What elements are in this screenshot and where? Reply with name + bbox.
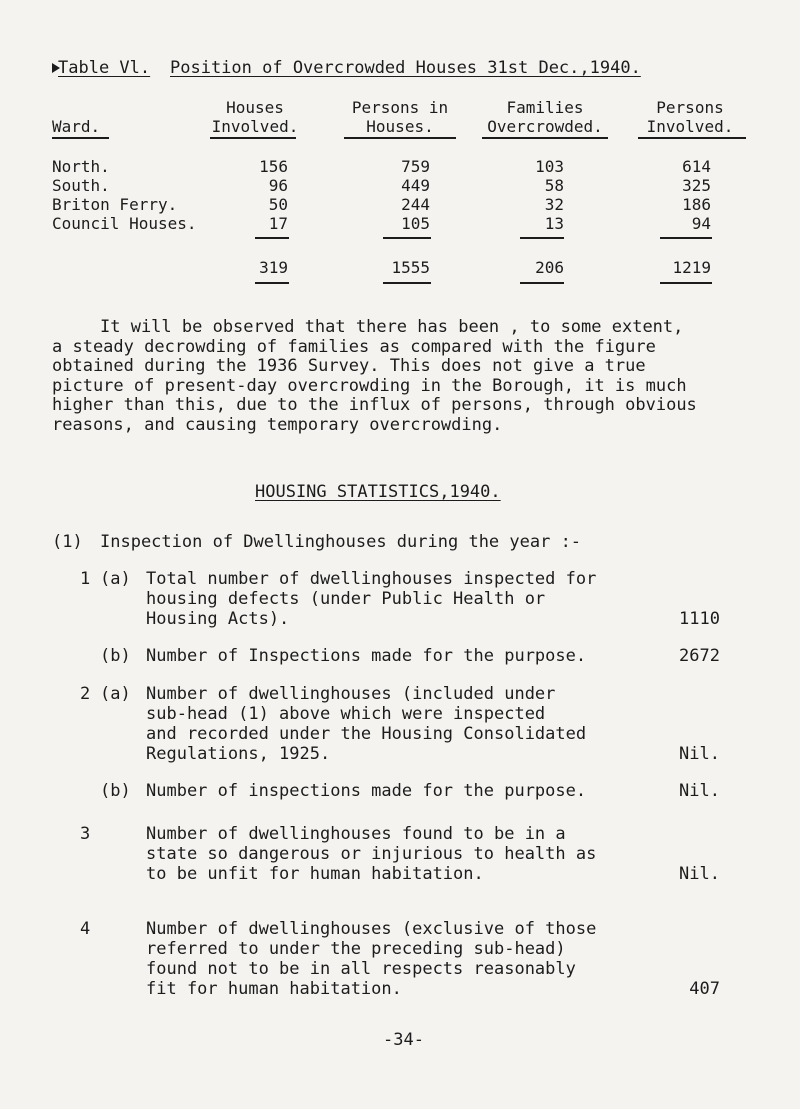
cell-families: 13 bbox=[544, 214, 564, 233]
total-rule bbox=[255, 237, 289, 239]
item-number: 1 bbox=[80, 569, 91, 589]
total-persons-involved: 1219 bbox=[672, 258, 711, 277]
cell-persons-involved: 186 bbox=[682, 195, 711, 214]
item-text-line: Regulations, 1925. bbox=[146, 744, 331, 764]
item-text-line: found not to be in all respects reasonably bbox=[146, 959, 576, 979]
item-text-line: and recorded under the Housing Consolidated bbox=[146, 724, 587, 744]
cell-houses: 96 bbox=[268, 176, 288, 195]
item-text-line: Number of dwellinghouses found to be in a bbox=[146, 824, 566, 844]
item-value: 2672 bbox=[679, 646, 720, 666]
item-sub: (b) bbox=[100, 646, 131, 666]
item-value: Nil. bbox=[679, 744, 720, 764]
item-text-line: Housing Acts). bbox=[146, 609, 290, 629]
row-ward: Briton Ferry. bbox=[52, 195, 178, 214]
item-text-line: Number of inspections made for the purpose. bbox=[146, 781, 587, 801]
total-rule bbox=[383, 237, 431, 239]
table-title: Position of Overcrowded Houses 31st Dec.,1940. bbox=[170, 58, 641, 78]
item-value: 1110 bbox=[679, 609, 720, 629]
cell-houses: 17 bbox=[268, 214, 288, 233]
cell-persons-in-houses: 244 bbox=[401, 195, 430, 214]
item-text-line: fit for human habitation. bbox=[146, 979, 402, 999]
item-text-line: to be unfit for human habitation. bbox=[146, 864, 484, 884]
header-houses-line2: Involved. bbox=[211, 117, 299, 136]
header-persons-involved-line1: Persons bbox=[656, 98, 724, 117]
item-value: 407 bbox=[689, 979, 720, 999]
paragraph-line: picture of present-day overcrowding in the Borough, it is much bbox=[52, 375, 687, 396]
cell-houses: 156 bbox=[259, 157, 288, 176]
item-number: 3 bbox=[80, 824, 91, 844]
header-persons-in-line1: Persons in bbox=[351, 98, 449, 117]
cell-families: 32 bbox=[544, 195, 564, 214]
paragraph-line: reasons, and causing temporary overcrowding. bbox=[52, 414, 503, 435]
total-rule bbox=[660, 282, 712, 284]
row-ward: Council Houses. bbox=[52, 214, 197, 233]
item-text-line: Number of dwellinghouses (included under bbox=[146, 684, 556, 704]
header-rule bbox=[344, 137, 456, 139]
paragraph-line: higher than this, due to the influx of persons, through obvious bbox=[52, 395, 697, 416]
total-rule bbox=[520, 237, 564, 239]
header-rule bbox=[482, 137, 608, 139]
item-text-line: housing defects (under Public Health or bbox=[146, 589, 546, 609]
cell-families: 103 bbox=[535, 157, 564, 176]
item-sub: (a) bbox=[100, 569, 131, 589]
header-families-line2: Overcrowded. bbox=[487, 117, 603, 136]
header-ward: Ward. bbox=[52, 117, 101, 136]
item-text-line: Total number of dwellinghouses inspected for bbox=[146, 569, 597, 589]
item-number: 2 bbox=[80, 684, 91, 704]
total-rule bbox=[383, 282, 431, 284]
item-number: 4 bbox=[80, 919, 91, 939]
cell-persons-involved: 94 bbox=[691, 214, 711, 233]
total-rule bbox=[520, 282, 564, 284]
paragraph-line: obtained during the 1936 Survey. This does not give a true bbox=[52, 356, 646, 377]
paragraph-line: a steady decrowding of families as compared with the figure bbox=[52, 336, 656, 357]
item-text-line: state so dangerous or injurious to health as bbox=[146, 844, 597, 864]
section-title: Inspection of Dwellinghouses during the year :- bbox=[100, 532, 582, 552]
header-rule bbox=[210, 137, 296, 139]
header-houses-line1: Houses bbox=[226, 98, 284, 117]
item-text-line: Number of Inspections made for the purpose. bbox=[146, 646, 587, 666]
item-sub: (a) bbox=[100, 684, 131, 704]
total-persons-in-houses: 1555 bbox=[391, 258, 430, 277]
item-sub: (b) bbox=[100, 781, 131, 801]
header-persons-involved-line2: Involved. bbox=[646, 117, 734, 136]
table-label: Table Vl. bbox=[58, 58, 151, 78]
header-rule bbox=[638, 137, 746, 139]
section-label: (1) bbox=[52, 532, 83, 552]
header-persons-in-line2: Houses. bbox=[366, 117, 434, 136]
item-text-line: referred to under the preceding sub-head) bbox=[146, 939, 566, 959]
item-value: Nil. bbox=[679, 864, 720, 884]
item-text-line: Number of dwellinghouses (exclusive of those bbox=[146, 919, 597, 939]
item-text-line: sub-head (1) above which were inspected bbox=[146, 704, 546, 724]
cell-persons-in-houses: 449 bbox=[401, 176, 430, 195]
total-families: 206 bbox=[535, 258, 564, 277]
cell-persons-involved: 325 bbox=[682, 176, 711, 195]
cell-persons-involved: 614 bbox=[682, 157, 711, 176]
statistics-heading: HOUSING STATISTICS,1940. bbox=[255, 482, 501, 502]
cell-persons-in-houses: 759 bbox=[401, 157, 430, 176]
commentary-paragraph bbox=[52, 318, 772, 436]
page-number: -34- bbox=[383, 1030, 424, 1050]
cell-houses: 50 bbox=[268, 195, 288, 214]
paragraph-line: It will be observed that there has been , to some extent, bbox=[100, 317, 684, 337]
item-value: Nil. bbox=[679, 781, 720, 801]
cell-families: 58 bbox=[544, 176, 564, 195]
total-rule bbox=[255, 282, 289, 284]
row-ward: North. bbox=[52, 157, 110, 176]
total-rule bbox=[660, 237, 712, 239]
cell-persons-in-houses: 105 bbox=[401, 214, 430, 233]
header-families-line1: Families bbox=[506, 98, 584, 117]
header-rule bbox=[52, 137, 109, 139]
row-ward: South. bbox=[52, 176, 110, 195]
total-houses: 319 bbox=[259, 258, 288, 277]
